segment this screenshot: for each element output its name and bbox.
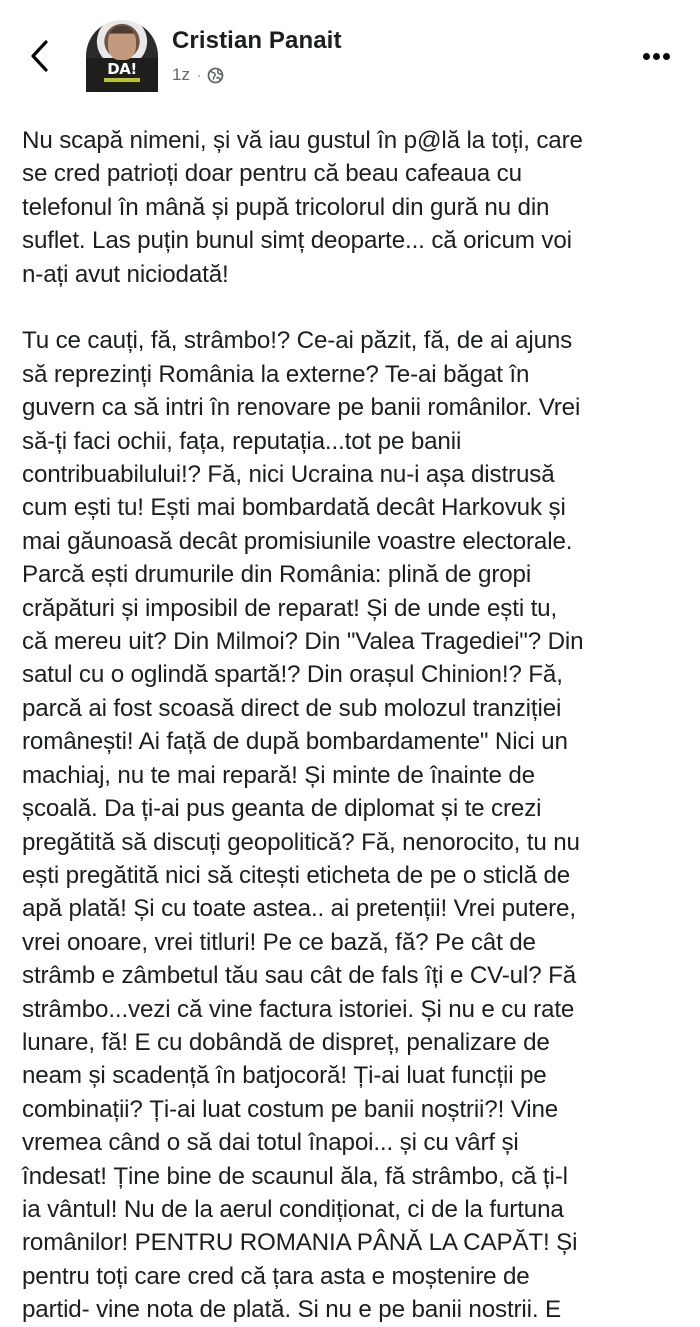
author-name[interactable]: Cristian Panait — [172, 27, 342, 54]
text-line: combinații? Ți-ai luat costum pe banii noștrii?! Vine — [22, 1095, 559, 1123]
post-header — [0, 0, 700, 110]
text-line: lunare, fă! E cu dobândă de dispreț, penalizare de — [22, 1028, 550, 1056]
post-timestamp[interactable]: 1z — [172, 65, 190, 84]
meta-separator: · — [196, 68, 201, 82]
post-paragraph-1 — [22, 124, 692, 291]
text-line: telefonul în mână și pupă tricolorul din gură nu din — [22, 193, 550, 221]
avatar-badge-strip — [104, 78, 140, 82]
text-line: să reprezinți România la externe? Te-ai băgat în — [22, 360, 530, 388]
text-line: partid- vine nota de plată. Si nu e pe banii nostrii. E — [22, 1296, 561, 1324]
text-line: vremea când o să dai totul înapoi... și cu vârf și — [22, 1129, 519, 1157]
text-line: strâmbo...vezi că vine factura istoriei. Și nu e cu rate — [22, 995, 575, 1023]
text-line: ești pregătită nici să citești eticheta de pe o sticlă de — [22, 861, 571, 889]
text-line: crăpături și imposibil de reparat! Și de unde ești tu, — [22, 594, 558, 622]
post-body — [22, 124, 692, 1324]
text-line: românești! Ai față de după bombardamente" Nici un — [22, 728, 568, 756]
text-line: se cred patrioți doar pentru că beau cafeaua cu — [22, 160, 522, 188]
text-line: guvern ca să intri în renovare pe banii românilor. Vrei — [22, 394, 581, 422]
text-line: contribuabilului!? Fă, nici Ucraina nu-i așa distrusă — [22, 461, 555, 489]
back-button[interactable] — [22, 34, 62, 78]
text-line: ia vântul! Nu de la aerul condiționat, ci de la furtuna — [22, 1195, 564, 1223]
text-line: să-ți faci ochii, fața, reputația...tot pe banii — [22, 427, 462, 455]
post-paragraph-2 — [22, 324, 692, 1326]
post-meta — [172, 64, 224, 86]
text-line: satul cu o oglindă spartă!? Din orașul Chinion!? Fă, — [22, 661, 563, 689]
text-line: suflet. Las puțin bunul simț deoparte... că oricum voi — [22, 227, 572, 255]
text-line: machiaj, nu te mai repară! Și minte de înainte de — [22, 761, 535, 789]
text-line: strâmb e zâmbetul tău sau cât de fals îți e CV-ul? Fă — [22, 962, 577, 990]
text-line: românilor! PENTRU ROMANIA PÂNĂ LA CAPĂT! Și — [22, 1229, 578, 1257]
text-line: vrei onoare, vrei titluri! Pe ce bază, fă? Pe cât de — [22, 928, 536, 956]
text-line: Nu scapă nimeni, și vă iau gustul în p@lă la toți, care — [22, 127, 583, 154]
text-line: cum ești tu! Ești mai bombardată decât Harkovuk și — [22, 494, 566, 522]
avatar-face — [108, 26, 136, 60]
text-line: Parcă ești drumurile din România: plină de gropi — [22, 561, 532, 589]
text-line: pentru toți care cred că țara asta e moștenire de — [22, 1262, 530, 1290]
chevron-left-icon — [22, 34, 62, 78]
text-line: școală. Da ți-ai pus geanta de diplomat și te crezi — [22, 795, 542, 823]
text-line: îndesat! Ține bine de scaunul ăla, fă strâmbo, că ți-l — [22, 1162, 568, 1190]
avatar[interactable] — [86, 20, 158, 92]
more-options-button[interactable] — [634, 44, 678, 68]
text-line: că mereu uit? Din Milmoi? Din "Valea Tragediei"? Din — [22, 628, 584, 656]
text-line: neam și scadență în batjocoră! Ți-ai luat funcții pe — [22, 1062, 547, 1090]
more-dot-icon — [663, 53, 670, 60]
avatar-badge: DA! — [107, 60, 137, 78]
globe-icon[interactable] — [207, 67, 224, 84]
text-line: pregătită să discuți geopolitică? Fă, nenorocito, tu nu — [22, 828, 580, 856]
text-line: n-ați avut niciodată! — [22, 260, 229, 288]
text-line: parcă ai fost scoasă direct de sub molozul tranziției — [22, 694, 562, 722]
text-line: Tu ce cauți, fă, strâmbo!? Ce-ai păzit, fă, de ai ajuns — [22, 327, 573, 355]
text-line: mai găunoasă decât promisiunile voastre electorale. — [22, 527, 573, 555]
more-dot-icon — [653, 53, 660, 60]
text-line: apă plată! Și cu toate astea.. ai pretenții! Vrei putere, — [22, 895, 576, 923]
more-dot-icon — [643, 53, 650, 60]
